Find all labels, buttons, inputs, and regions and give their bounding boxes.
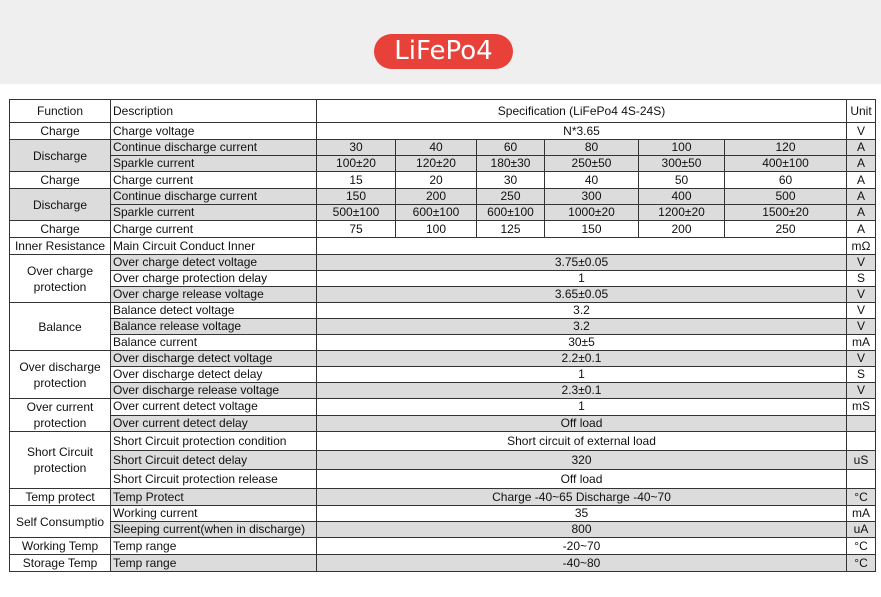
function-cell: Discharge: [10, 189, 111, 221]
description-cell: Temp Protect: [111, 489, 317, 506]
value-cell: 3.65±0.05: [317, 287, 847, 303]
value-cell: 15: [317, 172, 396, 189]
value-cell: 50: [639, 172, 725, 189]
value-cell: Off load: [317, 470, 847, 489]
header-specification: Specification (LiFePo4 4S-24S): [317, 100, 847, 123]
value-cell: 500±100: [317, 205, 396, 221]
value-cell: 30: [477, 172, 545, 189]
unit-cell: A: [847, 156, 876, 172]
table-row: [10, 432, 876, 451]
table-row: [10, 555, 876, 572]
table-row: [10, 383, 876, 399]
value-cell: 1: [317, 399, 847, 416]
value-cell: 200: [639, 221, 725, 238]
table-row: [10, 271, 876, 287]
value-cell: 250±50: [545, 156, 639, 172]
function-cell: Charge: [10, 123, 111, 140]
spec-table: [9, 99, 876, 572]
unit-cell: [847, 470, 876, 489]
description-cell: Working current: [111, 506, 317, 522]
function-cell: Over charge protection: [10, 255, 111, 303]
table-header-row: [10, 100, 876, 123]
value-cell: 2.3±0.1: [317, 383, 847, 399]
value-cell: 3.2: [317, 319, 847, 335]
table-row: [10, 489, 876, 506]
value-cell: 120: [725, 140, 847, 156]
unit-cell: mΩ: [847, 238, 876, 255]
value-cell: 1000±20: [545, 205, 639, 221]
function-cell: Over current protection: [10, 399, 111, 432]
description-cell: Over charge protection delay: [111, 271, 317, 287]
value-cell: Charge -40~65 Discharge -40~70: [317, 489, 847, 506]
value-cell: 320: [317, 451, 847, 470]
value-cell: 300: [545, 189, 639, 205]
description-cell: Short Circuit protection condition: [111, 432, 317, 451]
value-cell: 400±100: [725, 156, 847, 172]
table-row: [10, 172, 876, 189]
description-cell: Short Circuit protection release: [111, 470, 317, 489]
table-row: [10, 205, 876, 221]
table-row: [10, 538, 876, 555]
unit-cell: V: [847, 303, 876, 319]
table-row: [10, 351, 876, 367]
description-cell: Sparkle current: [111, 156, 317, 172]
table-row: [10, 156, 876, 172]
value-cell: -20~70: [317, 538, 847, 555]
description-cell: Over current detect voltage: [111, 399, 317, 416]
unit-cell: A: [847, 172, 876, 189]
value-cell: 500: [725, 189, 847, 205]
value-cell: 600±100: [396, 205, 477, 221]
table-row: [10, 189, 876, 205]
function-cell: Storage Temp: [10, 555, 111, 572]
header-description: Description: [111, 100, 317, 123]
table-row: [10, 140, 876, 156]
unit-cell: mA: [847, 506, 876, 522]
value-cell: 250: [725, 221, 847, 238]
table-row: [10, 221, 876, 238]
value-cell: [317, 238, 847, 255]
value-cell: 200: [396, 189, 477, 205]
unit-cell: A: [847, 221, 876, 238]
description-cell: Charge current: [111, 172, 317, 189]
description-cell: Balance current: [111, 335, 317, 351]
value-cell: 180±30: [477, 156, 545, 172]
value-cell: 20: [396, 172, 477, 189]
value-cell: 60: [477, 140, 545, 156]
table-row: [10, 399, 876, 416]
function-cell: Temp protect: [10, 489, 111, 506]
unit-cell: uS: [847, 451, 876, 470]
value-cell: 600±100: [477, 205, 545, 221]
value-cell: 250: [477, 189, 545, 205]
unit-cell: V: [847, 351, 876, 367]
value-cell: 150: [545, 221, 639, 238]
description-cell: Temp range: [111, 538, 317, 555]
value-cell: 400: [639, 189, 725, 205]
value-cell: 75: [317, 221, 396, 238]
value-cell: 100: [396, 221, 477, 238]
description-cell: Short Circuit detect delay: [111, 451, 317, 470]
unit-cell: V: [847, 255, 876, 271]
banner: [0, 0, 881, 84]
description-cell: Sleeping current(when in discharge): [111, 522, 317, 538]
description-cell: Balance detect voltage: [111, 303, 317, 319]
description-cell: Temp range: [111, 555, 317, 572]
description-cell: Continue discharge current: [111, 140, 317, 156]
unit-cell: A: [847, 205, 876, 221]
unit-cell: A: [847, 189, 876, 205]
function-cell: Inner Resistance: [10, 238, 111, 255]
table-row: [10, 255, 876, 271]
value-cell: 40: [396, 140, 477, 156]
table-row: [10, 367, 876, 383]
function-cell: Over discharge protection: [10, 351, 111, 399]
description-cell: Charge current: [111, 221, 317, 238]
value-cell: 30: [317, 140, 396, 156]
unit-cell: S: [847, 271, 876, 287]
description-cell: Sparkle current: [111, 205, 317, 221]
value-cell: 120±20: [396, 156, 477, 172]
description-cell: Charge voltage: [111, 123, 317, 140]
unit-cell: °C: [847, 538, 876, 555]
header-function: Function: [10, 100, 111, 123]
value-cell: 1: [317, 271, 847, 287]
value-cell: 1: [317, 367, 847, 383]
unit-cell: uA: [847, 522, 876, 538]
function-cell: Working Temp: [10, 538, 111, 555]
unit-cell: A: [847, 140, 876, 156]
description-cell: Over discharge detect delay: [111, 367, 317, 383]
table-row: [10, 522, 876, 538]
function-cell: Charge: [10, 172, 111, 189]
value-cell: 100: [639, 140, 725, 156]
value-cell: 30±5: [317, 335, 847, 351]
value-cell: Off load: [317, 415, 847, 432]
value-cell: 60: [725, 172, 847, 189]
value-cell: 1200±20: [639, 205, 725, 221]
description-cell: Over current detect delay: [111, 415, 317, 432]
value-cell: 3.75±0.05: [317, 255, 847, 271]
table-row: [10, 303, 876, 319]
unit-cell: S: [847, 367, 876, 383]
table-row: [10, 470, 876, 489]
value-cell: 2.2±0.1: [317, 351, 847, 367]
table-row: [10, 123, 876, 140]
table-row: [10, 451, 876, 470]
table-row: [10, 287, 876, 303]
unit-cell: °C: [847, 555, 876, 572]
value-cell: 80: [545, 140, 639, 156]
function-cell: Charge: [10, 221, 111, 238]
value-cell: Short circuit of external load: [317, 432, 847, 451]
unit-cell: °C: [847, 489, 876, 506]
description-cell: Over charge detect voltage: [111, 255, 317, 271]
description-cell: Balance release voltage: [111, 319, 317, 335]
unit-cell: V: [847, 383, 876, 399]
value-cell: 3.2: [317, 303, 847, 319]
function-cell: Discharge: [10, 140, 111, 172]
banner-title: LiFePo4: [374, 34, 513, 69]
value-cell: 100±20: [317, 156, 396, 172]
unit-cell: mA: [847, 335, 876, 351]
function-cell: Short Circuit protection: [10, 432, 111, 489]
value-cell: 125: [477, 221, 545, 238]
description-cell: Over discharge detect voltage: [111, 351, 317, 367]
description-cell: Over discharge release voltage: [111, 383, 317, 399]
value-cell: 40: [545, 172, 639, 189]
value-cell: 1500±20: [725, 205, 847, 221]
value-cell: 35: [317, 506, 847, 522]
unit-cell: mS: [847, 399, 876, 416]
table-row: [10, 506, 876, 522]
unit-cell: V: [847, 287, 876, 303]
header-unit: Unit: [847, 100, 876, 123]
description-cell: Main Circuit Conduct Inner: [111, 238, 317, 255]
description-cell: Over charge release voltage: [111, 287, 317, 303]
unit-cell: V: [847, 123, 876, 140]
table-row: [10, 238, 876, 255]
value-cell: 800: [317, 522, 847, 538]
value-cell: 150: [317, 189, 396, 205]
table-row: [10, 335, 876, 351]
table-row: [10, 415, 876, 432]
function-cell: Balance: [10, 303, 111, 351]
value-cell: N*3.65: [317, 123, 847, 140]
function-cell: Self Consumptio: [10, 506, 111, 538]
value-cell: 300±50: [639, 156, 725, 172]
unit-cell: [847, 415, 876, 432]
unit-cell: [847, 432, 876, 451]
value-cell: -40~80: [317, 555, 847, 572]
table-row: [10, 319, 876, 335]
unit-cell: V: [847, 319, 876, 335]
description-cell: Continue discharge current: [111, 189, 317, 205]
